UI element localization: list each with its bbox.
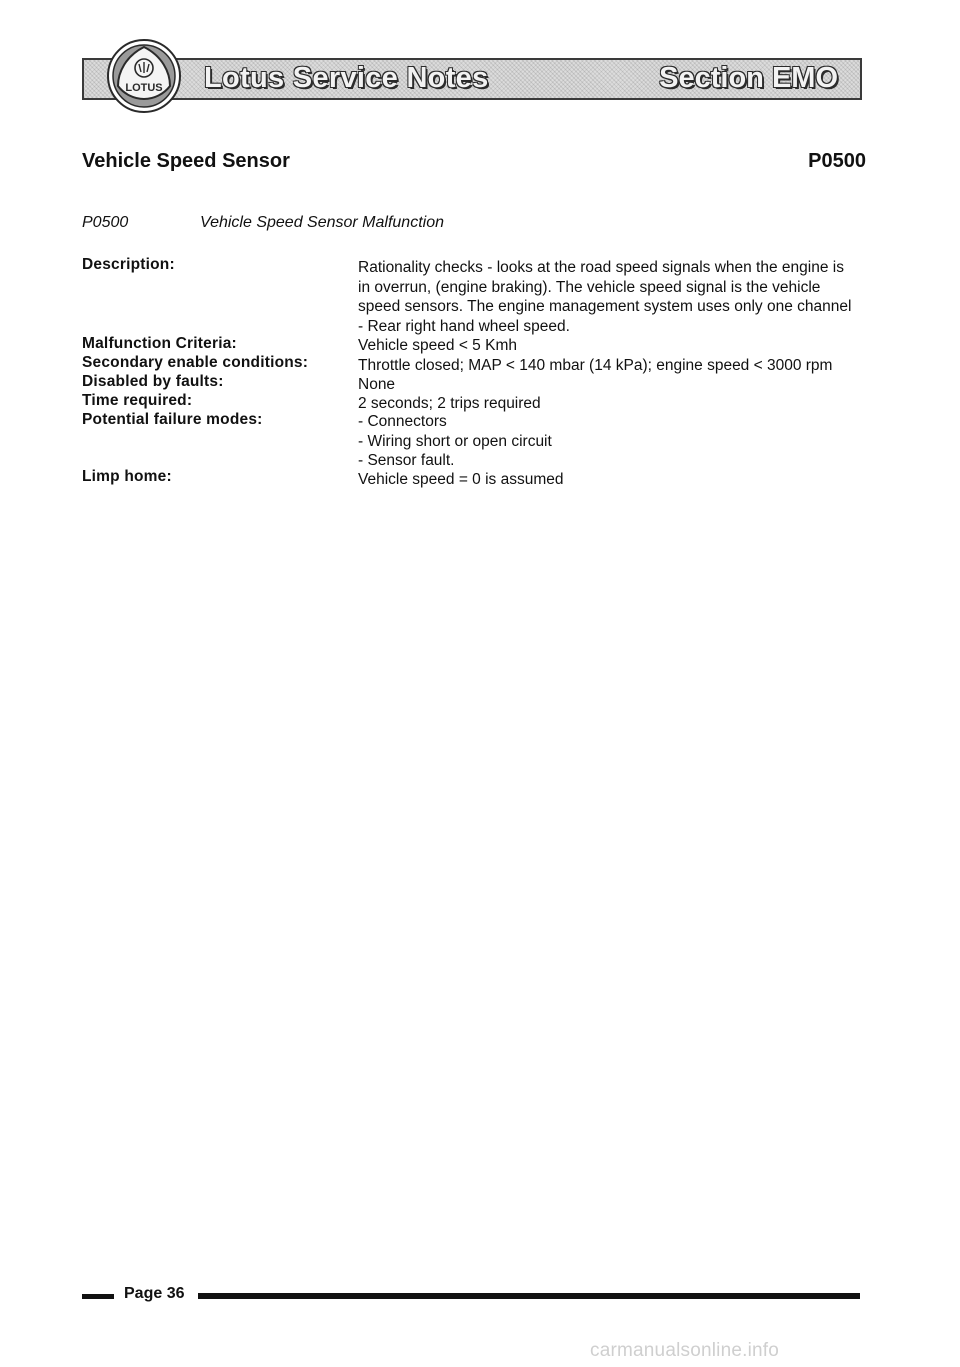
- page-title: Vehicle Speed Sensor: [82, 150, 290, 172]
- banner-title: Lotus Service Notes: [204, 62, 489, 94]
- description-line: - Rear right hand wheel speed.: [358, 317, 570, 335]
- secondary-enable-label: Secondary enable conditions:: [82, 354, 309, 371]
- description-line: Rationality checks - looks at the road speed signals when the engine is: [358, 259, 844, 276]
- dtc-code: P0500: [808, 150, 866, 172]
- section-label: Section EMO: [659, 62, 838, 94]
- watermark: carmanualsonline.info: [590, 1340, 780, 1361]
- description-line: speed sensors. The engine management system uses only one channel: [358, 298, 852, 315]
- malfunction-criteria-text: Vehicle speed < 5 Kmh: [358, 337, 517, 354]
- potential-failure-modes-label: Potential failure modes:: [82, 411, 263, 428]
- secondary-enable-value: [358, 356, 878, 376]
- footer-rule: [198, 1293, 860, 1299]
- limp-home-value: [358, 470, 878, 490]
- header-banner: [82, 58, 862, 100]
- description-label: Description:: [82, 256, 175, 273]
- disabled-by-faults-value: [358, 375, 878, 395]
- disabled-by-faults-text: None: [358, 376, 396, 393]
- failure-mode-item: - Connectors: [358, 413, 447, 430]
- time-required-value: [358, 394, 878, 414]
- fault-description: Vehicle Speed Sensor Malfunction: [200, 214, 444, 231]
- footer-dash: [82, 1294, 114, 1299]
- time-required-text: 2 seconds; 2 trips required: [358, 395, 541, 412]
- malfunction-criteria-value: [358, 336, 878, 356]
- disabled-by-faults-label: Disabled by faults:: [82, 373, 224, 390]
- failure-mode-item: - Wiring short or open circuit: [358, 432, 552, 450]
- limp-home-label: Limp home:: [82, 468, 172, 485]
- secondary-enable-text: Throttle closed; MAP < 140 mbar (14 kPa); engine speed < 3000 rpm: [358, 357, 833, 374]
- description-line: in overrun, (engine braking). The vehicle speed signal is the vehicle: [358, 278, 821, 296]
- fault-line: [82, 214, 444, 232]
- failure-mode-item: - Sensor fault.: [358, 452, 455, 469]
- lotus-logo-icon: [106, 38, 182, 114]
- potential-failure-modes-value: [358, 412, 878, 471]
- time-required-label: Time required:: [82, 392, 193, 409]
- fault-code: P0500: [82, 214, 129, 231]
- malfunction-criteria-label: Malfunction Criteria:: [82, 335, 237, 352]
- logo-text: LOTUS: [125, 82, 163, 94]
- limp-home-text: Vehicle speed = 0 is assumed: [358, 471, 564, 488]
- description-value: [358, 258, 878, 336]
- page-number: Page 36: [124, 1285, 185, 1302]
